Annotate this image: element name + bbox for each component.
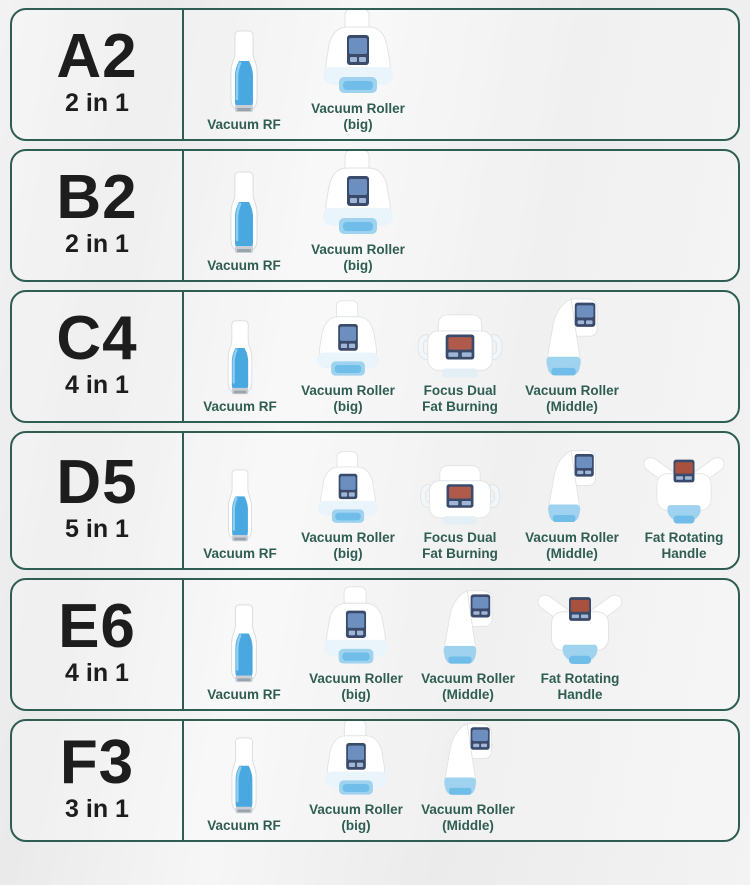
- model-label-box: [12, 151, 184, 280]
- product-row: [10, 290, 740, 423]
- model-label-box: [12, 292, 184, 421]
- product-row: [10, 8, 740, 141]
- focus-dual-fat-burning-handle-icon: [419, 464, 501, 528]
- handle-item: [516, 297, 628, 415]
- fat-rotating-handle-icon: [536, 593, 624, 669]
- handle-item: [188, 468, 292, 562]
- vacuum-roller-big-handle-icon: [316, 450, 380, 528]
- handle-caption: Vacuum RF: [207, 258, 281, 274]
- handle-caption: Focus Dual Fat Burning: [422, 383, 498, 415]
- vacuum-rf-handle-icon: [219, 170, 269, 256]
- vacuum-roller-big-handle-icon: [323, 719, 389, 800]
- handle-item: [300, 149, 416, 274]
- handle-caption: Vacuum Roller (Middle): [525, 383, 619, 415]
- model-config: 3 in 1: [65, 795, 129, 824]
- handle-caption: Vacuum Roller (big): [301, 530, 395, 562]
- vacuum-rf-handle-icon: [218, 468, 262, 544]
- vacuum-rf-handle-icon: [217, 319, 263, 397]
- vacuum-roller-big-handle-icon: [321, 149, 395, 240]
- handle-caption: Vacuum Roller (big): [309, 802, 403, 834]
- handle-item: [188, 29, 300, 133]
- handle-caption: Vacuum RF: [207, 117, 281, 133]
- vacuum-roller-big-handle-icon: [321, 8, 395, 99]
- model-code: D5: [56, 448, 138, 518]
- focus-dual-fat-burning-handle-icon: [417, 313, 503, 381]
- handle-item: [404, 313, 516, 415]
- model-label-box: [12, 10, 184, 139]
- handle-item: [412, 722, 524, 834]
- vacuum-rf-handle-icon: [220, 603, 268, 685]
- vacuum-roller-big-handle-icon: [314, 299, 382, 381]
- handle-item: [412, 589, 524, 703]
- handle-item: [188, 603, 300, 703]
- handle-item: [300, 8, 416, 133]
- handle-caption: Vacuum Roller (big): [309, 671, 403, 703]
- vacuum-rf-handle-icon: [220, 736, 268, 816]
- fat-rotating-handle-icon: [642, 456, 726, 528]
- handle-item: [404, 464, 516, 562]
- model-code: C4: [56, 304, 138, 374]
- product-row: [10, 149, 740, 282]
- handle-item: [188, 319, 292, 415]
- model-code: F3: [59, 728, 135, 798]
- vacuum-roller-middle-handle-icon: [440, 589, 496, 669]
- vacuum-roller-middle-handle-icon: [440, 722, 496, 800]
- handle-caption: Vacuum RF: [207, 818, 281, 834]
- vacuum-rf-handle-icon: [219, 29, 269, 115]
- handle-item: [188, 170, 300, 274]
- handle-caption: Vacuum Roller (Middle): [525, 530, 619, 562]
- handle-caption: Vacuum Roller (big): [301, 383, 395, 415]
- handle-caption: Fat Rotating Handle: [540, 671, 620, 703]
- handle-list: [184, 580, 738, 709]
- handle-item: [300, 719, 412, 834]
- vacuum-roller-middle-handle-icon: [543, 297, 601, 381]
- model-config: 2 in 1: [65, 89, 129, 118]
- model-config: 4 in 1: [65, 371, 129, 400]
- handle-caption: Vacuum RF: [203, 399, 277, 415]
- handle-list: [184, 721, 738, 840]
- model-label-box: [12, 433, 184, 568]
- handle-item: [188, 736, 300, 834]
- model-label-box: [12, 580, 184, 709]
- model-config: 4 in 1: [65, 659, 129, 688]
- vacuum-roller-big-handle-icon: [322, 585, 390, 669]
- handle-item: [516, 448, 628, 562]
- handle-caption: Fat Rotating Handle: [644, 530, 724, 562]
- model-code: E6: [58, 592, 136, 662]
- product-row: [10, 578, 740, 711]
- handle-list: [184, 151, 738, 280]
- handle-caption: Vacuum Roller (big): [311, 101, 405, 133]
- model-config: 5 in 1: [65, 515, 129, 544]
- handle-caption: Focus Dual Fat Burning: [422, 530, 498, 562]
- product-row: [10, 431, 740, 570]
- model-label-box: [12, 721, 184, 840]
- handle-caption: Vacuum Roller (big): [311, 242, 405, 274]
- handle-list: [184, 10, 738, 139]
- handle-item: [292, 299, 404, 415]
- model-config: 2 in 1: [65, 230, 129, 259]
- handle-item: [292, 450, 404, 562]
- product-row: [10, 719, 740, 842]
- handle-caption: Vacuum RF: [207, 687, 281, 703]
- handle-caption: Vacuum Roller (Middle): [421, 802, 515, 834]
- model-code: B2: [56, 163, 138, 233]
- vacuum-roller-middle-handle-icon: [545, 448, 599, 528]
- handle-item: [300, 585, 412, 703]
- handle-list: [184, 433, 740, 568]
- handle-item: [628, 456, 740, 562]
- handle-caption: Vacuum RF: [203, 546, 277, 562]
- handle-item: [524, 593, 636, 703]
- model-code: A2: [56, 22, 138, 92]
- handle-caption: Vacuum Roller (Middle): [421, 671, 515, 703]
- handle-list: [184, 292, 738, 421]
